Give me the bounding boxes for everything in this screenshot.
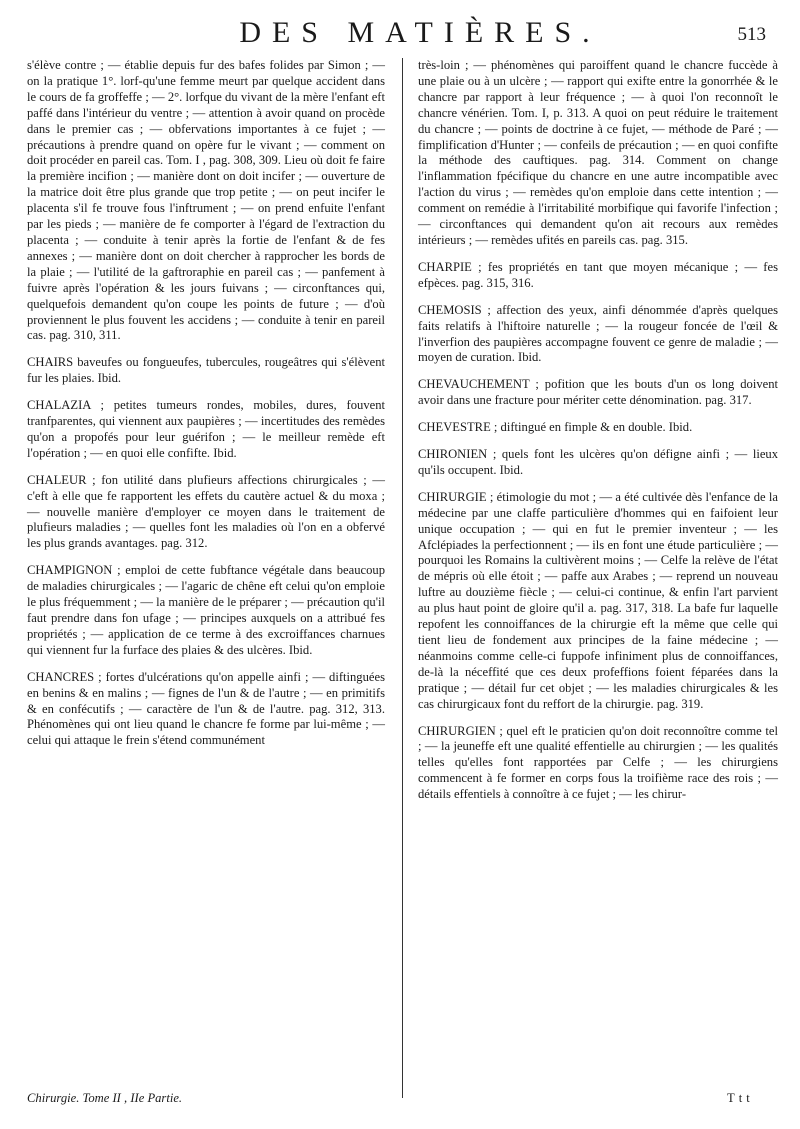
page-header <box>0 14 800 54</box>
signature-mark: Ttt <box>727 1091 754 1105</box>
page-footer <box>27 1091 785 1106</box>
index-entry: CHAIRS baveufes ou fongueufes, tubercules, rougeâtres qui s'élèvent fur les plaies. Ibid. <box>27 355 385 386</box>
index-entry: CHIRURGIEN ; quel eft le praticien qu'on doit reconnoître comme tel ; — la jeuneffe eft une qualité effentielle au chirurgien ; — les qualités telles qu'elles font rapportées par Celfe ; — les chirurgiens commencent à fe former en corps fous la troifième race des rois ; — détails effentiels à connoître à ce fujet ; — les chirur- <box>418 723 778 802</box>
index-entry: CHEMOSIS ; affection des yeux, ainfi dénommée d'après quelques faits relatifs à l'hiftoire naturelle ; — la rougeur foncée de l'œil & l'inverfion des paupières accompagne fouvent ce genre de maladie ; — moyen de curation. Ibid. <box>418 302 778 365</box>
index-entry: très-loin ; — phénomènes qui paroiffent quand le chancre fuccède à une plaie ou à un ulcère ; — rapport qui exifte entre la gonorrhée & le chancre par rapport à leur fréquence ; — à quoi l'on reconnoît le chancre vénérien. Tom. I, p. 313. A quoi on peut réduire le traitement du chancre ; — points de doctrine à ce fujet, — méthode de Paré ; — fimplification d'Hunter ; — confeils de précaution ; — en quoi confifte la méthode des cauftiques. pag. 314. Comment on change l'inflammation fpécifique du chancre en une autre incompatible avec l'action du virus ; — remèdes qu'on emploie dans cette intention ; — comment on remédie à l'irritabilité morbifique qui favorife l'infection ; — circonftances qui demandent qu'on ait recours aux remèdes intérieurs ; — remèdes ufités en pareils cas. pag. 315. <box>418 58 778 247</box>
index-entry: CHEVESTRE ; diftingué en fimple & en double. Ibid. <box>418 420 693 435</box>
index-entry: CHAMPIGNON ; emploi de cette fubftance végétale dans beaucoup de maladies chirurgicales ; — l'agaric de chêne eft celui qu'on emploie le plus fréquemment ; — la manière de le préparer ; — précaution qu'il faut prendre dans fon ufage ; — principes auxquels on a attribué fes propriétés ; — application de ce terme à des excroiffances charnues qui viennent fur la furface des plaies & des ulcères. Ibid. <box>27 563 385 657</box>
page-number: 513 <box>737 24 766 45</box>
left-column <box>27 58 385 749</box>
right-column <box>418 58 778 803</box>
footer-volume: Chirurgie. Tome II , IIe Partie. <box>27 1091 183 1105</box>
index-entry: CHALEUR ; fon utilité dans plufieurs affections chirurgicales ; — c'eft à elle que fe rapportent les effets du cautère actuel & du moxa ; — nouvelle manière d'employer ce moyen dans le traitement de plufieurs maladies ; — quelles font les maladies où l'on en a obfervé les plus grands avantages. pag. 312. <box>27 472 385 551</box>
index-entry: CHEVAUCHEMENT ; pofition que les bouts d'un os long doivent avoir dans une fracture pour mériter cette dénomination. pag. 317. <box>418 377 778 408</box>
column-divider <box>402 58 403 1098</box>
index-entry: s'élève contre ; — établie depuis fur des bafes folides par Simon ; — on la pratique 1°. lorf-qu'une femme meurt par quelque accident dans le cours de fa groffeffe ; — 2°. lorfque du vivant de la mère l'enfant eft paffé dans l'intérieur du ventre ; — attention à avoir quand on procède dans le premier cas ; — obfervations importantes à ce fujet ; — précautions à prendre quand on opère fur le vivant ; — comment on doit procéder en pareil cas. Tom. I , pag. 308, 309. Lieu où doit fe faire la première incifion ; — manière dont on doit incifer ; — ouverture de la matrice doit être plus grande que trop petite ; — on peut incifer le placenta s'il fe trouve fous l'inftrument ; — on prend enfuite l'enfant par les pieds ; — manière de fe comporter à l'égard de l'extraction du placenta ; — conduite à tenir après la fortie de l'enfant & de fes annexes ; — manière dont on doit chercher à rapprocher les bords de la plaie ; — l'utilité de la gaftroraphie en pareil cas ; — panfement à fuivre après l'opération & les jours fuivans ; — circonftances qui, quelquefois demandent qu'on coupe les points de future ; — d'où proviennent le plus fouvent les accidens ; — conduite à tenir en pareil cas. pag. 310, 311. <box>27 58 385 343</box>
index-entry: CHANCRES ; fortes d'ulcérations qu'on appelle ainfi ; — diftinguées en benins & en malins ; — fignes de l'un & de l'autre ; — en primitifs & en confécutifs ; — caractère de l'un & de l'autre. pag. 312, 313. Phénomènes qui ont lieu quand le chancre fe forme par lui-même ; — celui qui attaque le frein s'étend communément <box>27 669 385 748</box>
running-head: DES MATIÈRES. <box>239 16 601 49</box>
index-entry: CHALAZIA ; petites tumeurs rondes, mobiles, dures, fouvent tranfparentes, qui viennent aux paupières ; — incertitudes des remèdes qu'on a propofés pour leur guérifon ; — le meilleur remède eft l'opération ; — en quoi elle confifte. Ibid. <box>27 398 385 460</box>
index-entry: CHARPIE ; fes propriétés en tant que moyen mécanique ; — fes efpèces. pag. 315, 316. <box>418 259 778 290</box>
index-entry: CHIRURGIE ; étimologie du mot ; — a été cultivée dès l'enfance de la médecine par une claffe particulière d'hommes qui en faifoient leur unique occupation ; — qui en fut le premier inventeur ; — les Afclépiades la perfectionnent ; — ils en font une étude particulière ; — pourquoi les Romains la cultivèrent moins ; — Celfe la relève de l'état de mépris où elle étoit ; — paffe aux Arabes ; — reprend un nouveau luftre au douzième fiècle ; — celui-ci continue, & enfin l'art parvient au plus haut point de gloire qu'il a. pag. 317, 318. La bafe fur laquelle repofent les connoiffances de la chirurgie eft la même que celle qui tient lieu de fondement aux principes de la faine médecine ; — néanmoins comme celle-ci fuppofe infiniment plus de connoiffances, de-là la néceffité que ces deux profeffions foient féparées dans la pratique ; — détail fur cet objet ; — les maladies chirurgicales & les cas chirurgicaux font du reffort de la chirurgie. pag. 319. <box>418 489 778 711</box>
index-entry: CHIRONIEN ; quels font les ulcères qu'on défigne ainfi ; — lieux qu'ils occupent. Ibid. <box>418 447 778 477</box>
